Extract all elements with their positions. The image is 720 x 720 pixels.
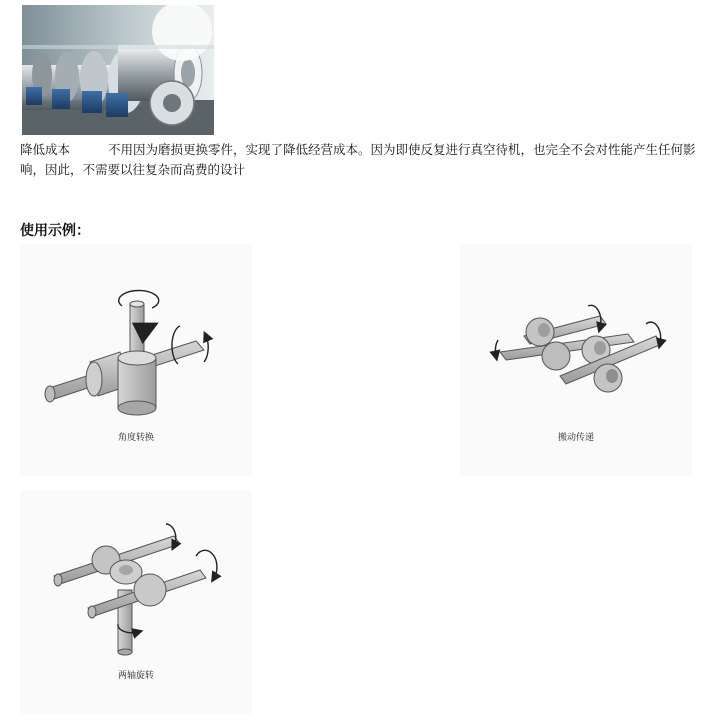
caption-angle-conversion: 角度转换: [117, 433, 154, 443]
example-angle-conversion: [20, 244, 252, 476]
machinery-image: [22, 5, 214, 135]
intro-body: 不用因为磨损更换零件，实现了降低经营成本。因为即使反复进行真空待机，也完全不会对性能产生任何影响，因此，不需要以往复杂而高费的设计: [20, 142, 696, 177]
intro-title: 降低成本: [20, 142, 71, 157]
example-conveying: [460, 244, 692, 476]
caption-two-axis-rotation: 两轴旋转: [117, 671, 154, 681]
example-two-axis-rotation: [20, 490, 252, 714]
section-title: 使用示例：: [20, 223, 90, 239]
caption-conveying: 搬动传递: [557, 433, 594, 443]
equipment-photo: [22, 5, 214, 135]
intro-paragraph: [20, 140, 710, 180]
